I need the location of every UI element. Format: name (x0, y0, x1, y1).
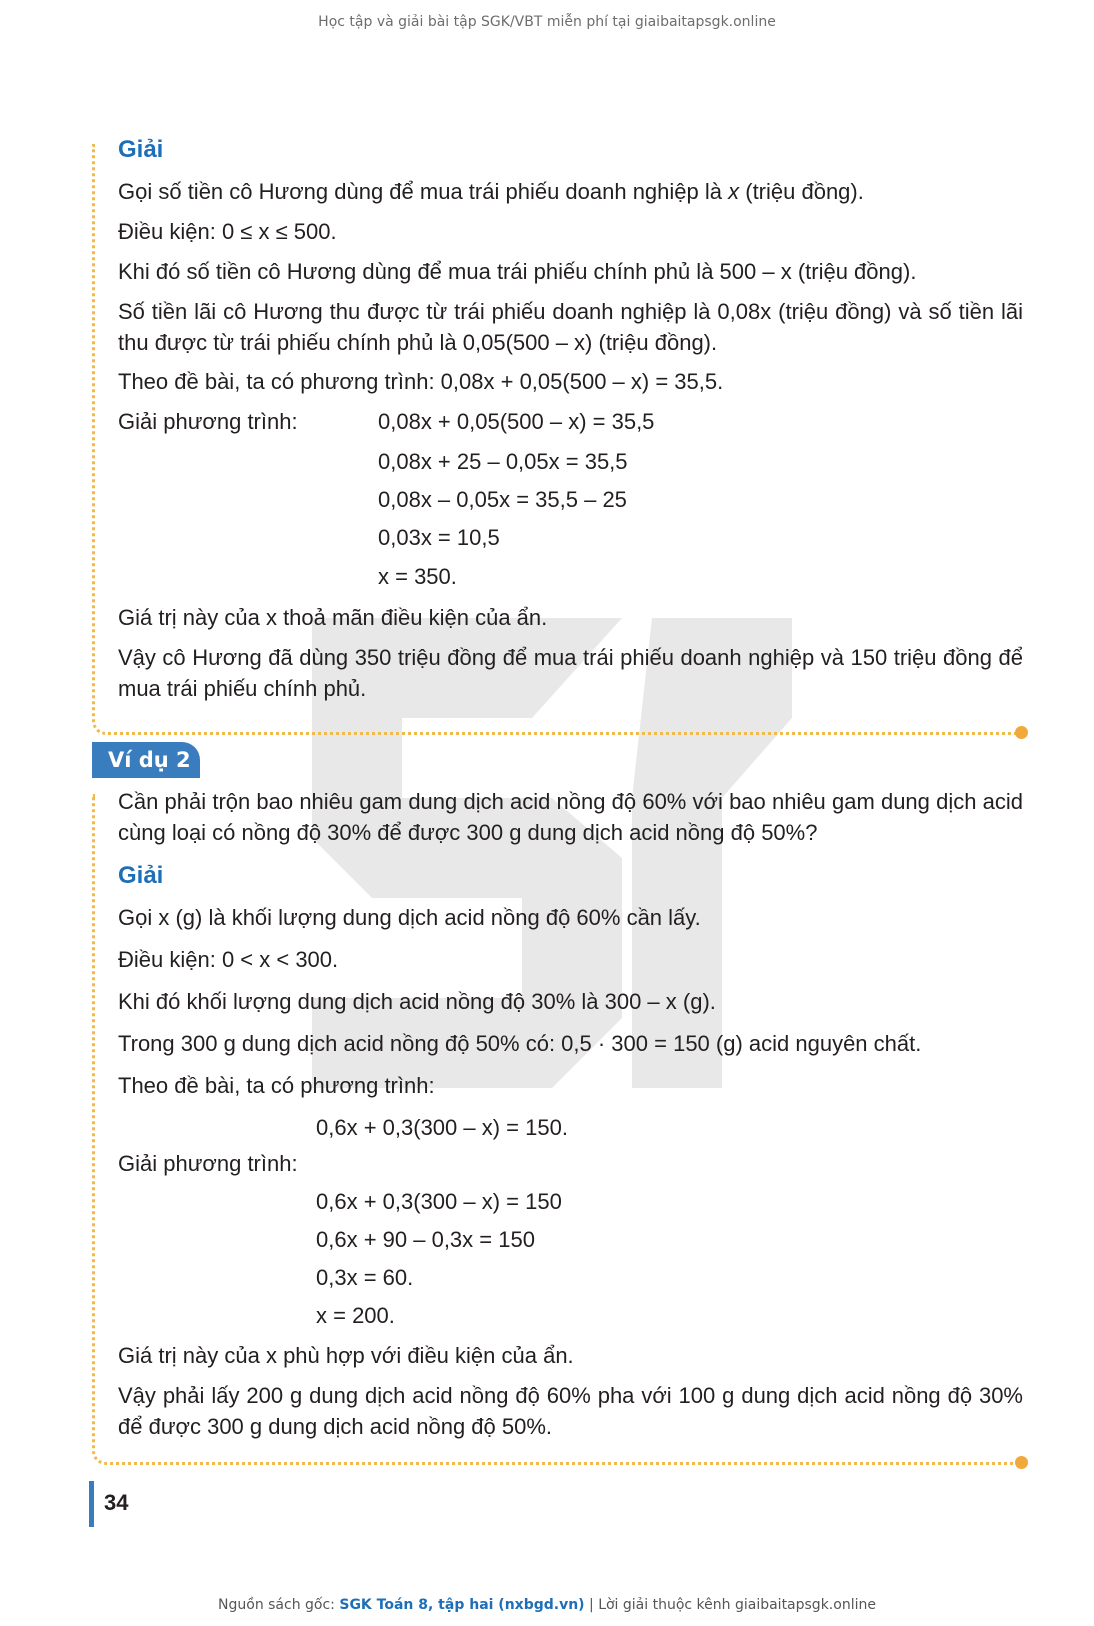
solve-label: Giải phương trình: (118, 1151, 298, 1176)
equation-step: 0,08x + 25 – 0,05x = 35,5 (378, 449, 628, 474)
conclusion: Vậy phải lấy 200 g dung dịch acid nồng độ 60% pha với 100 g dung dịch acid nồng độ 30% để được 300 g dung dịch acid nồng độ 50%. (118, 1383, 1023, 1439)
pure-acid-statement: Trong 300 g dung dịch acid nồng độ 50% có: 0,5 · 300 = 150 (g) acid nguyên chất. (118, 1031, 922, 1056)
conclusion: Vậy cô Hương đã dùng 350 triệu đồng để mua trái phiếu doanh nghiệp và 150 triệu đồng để mua trái phiếu chính phủ. (118, 645, 1023, 701)
condition: Điều kiện: 0 ≤ x ≤ 500. (118, 219, 337, 244)
equation-step: x = 350. (378, 564, 457, 589)
equation: 0,6x + 0,3(300 – x) = 150. (316, 1115, 568, 1140)
page-number: 34 (104, 1490, 129, 1515)
solution-heading: Giải (118, 862, 164, 889)
then-line: Khi đó khối lượng dung dịch acid nồng độ 30% là 300 – x (g). (118, 989, 716, 1014)
equation-step: 0,6x + 90 – 0,3x = 150 (316, 1227, 535, 1252)
example-label: Ví dụ 2 (92, 742, 200, 778)
check-statement: Giá trị này của x thoả mãn điều kiện của ẩn. (118, 605, 548, 630)
equation-intro: Theo đề bài, ta có phương trình: (118, 1073, 435, 1098)
page-header: Học tập và giải bài tập SGK/VBT miễn phí tại giaibaitapsgk.online (318, 14, 776, 30)
box-end-dot (1015, 1456, 1028, 1469)
page-footer: Nguồn sách gốc: SGK Toán 8, tập hai (nxbgd.vn) | Lời giải thuộc kênh giaibaitapsgk.online (218, 1597, 876, 1613)
then-line: Khi đó số tiền cô Hương dùng để mua trái phiếu chính phủ là 500 – x (triệu đồng). (118, 259, 917, 284)
equation-step: 0,3x = 60. (316, 1265, 414, 1290)
solve-label: Giải phương trình: (118, 409, 298, 434)
source-link[interactable]: SGK Toán 8, tập hai (nxbgd.vn) (339, 1597, 585, 1613)
check-statement: Giá trị này của x phù hợp với điều kiện của ẩn. (118, 1343, 574, 1368)
interest-statement: Số tiền lãi cô Hương thu được từ trái phiếu doanh nghiệp là 0,08x (triệu đồng) và số tiền lãi thu được từ trái phiếu chính phủ là 0,05(500 – x) (triệu đồng). (118, 299, 1023, 355)
page-number-bar (89, 1481, 94, 1527)
equation-step: 0,6x + 0,3(300 – x) = 150 (316, 1189, 562, 1214)
solution-heading: Giải (118, 136, 164, 163)
equation-step: 0,08x – 0,05x = 35,5 – 25 (378, 487, 627, 512)
let-statement: Gọi số tiền cô Hương dùng để mua trái phiếu doanh nghiệp là x (triệu đồng). (118, 179, 864, 204)
equation-step: 0,08x + 0,05(500 – x) = 35,5 (378, 409, 655, 434)
condition: Điều kiện: 0 < x < 300. (118, 947, 339, 972)
problem-statement: Cần phải trộn bao nhiêu gam dung dịch acid nồng độ 60% với bao nhiêu gam dung dịch acid cùng loại có nồng độ 30% để được 300 g dung dịch acid nồng độ 50%? (118, 789, 1023, 845)
equation-intro: Theo đề bài, ta có phương trình: 0,08x + 0,05(500 – x) = 35,5. (118, 369, 724, 394)
let-statement: Gọi x (g) là khối lượng dung dịch acid nồng độ 60% cần lấy. (118, 905, 701, 930)
equation-step: 0,03x = 10,5 (378, 525, 500, 550)
equation-step: x = 200. (316, 1303, 395, 1328)
box-end-dot (1015, 726, 1028, 739)
